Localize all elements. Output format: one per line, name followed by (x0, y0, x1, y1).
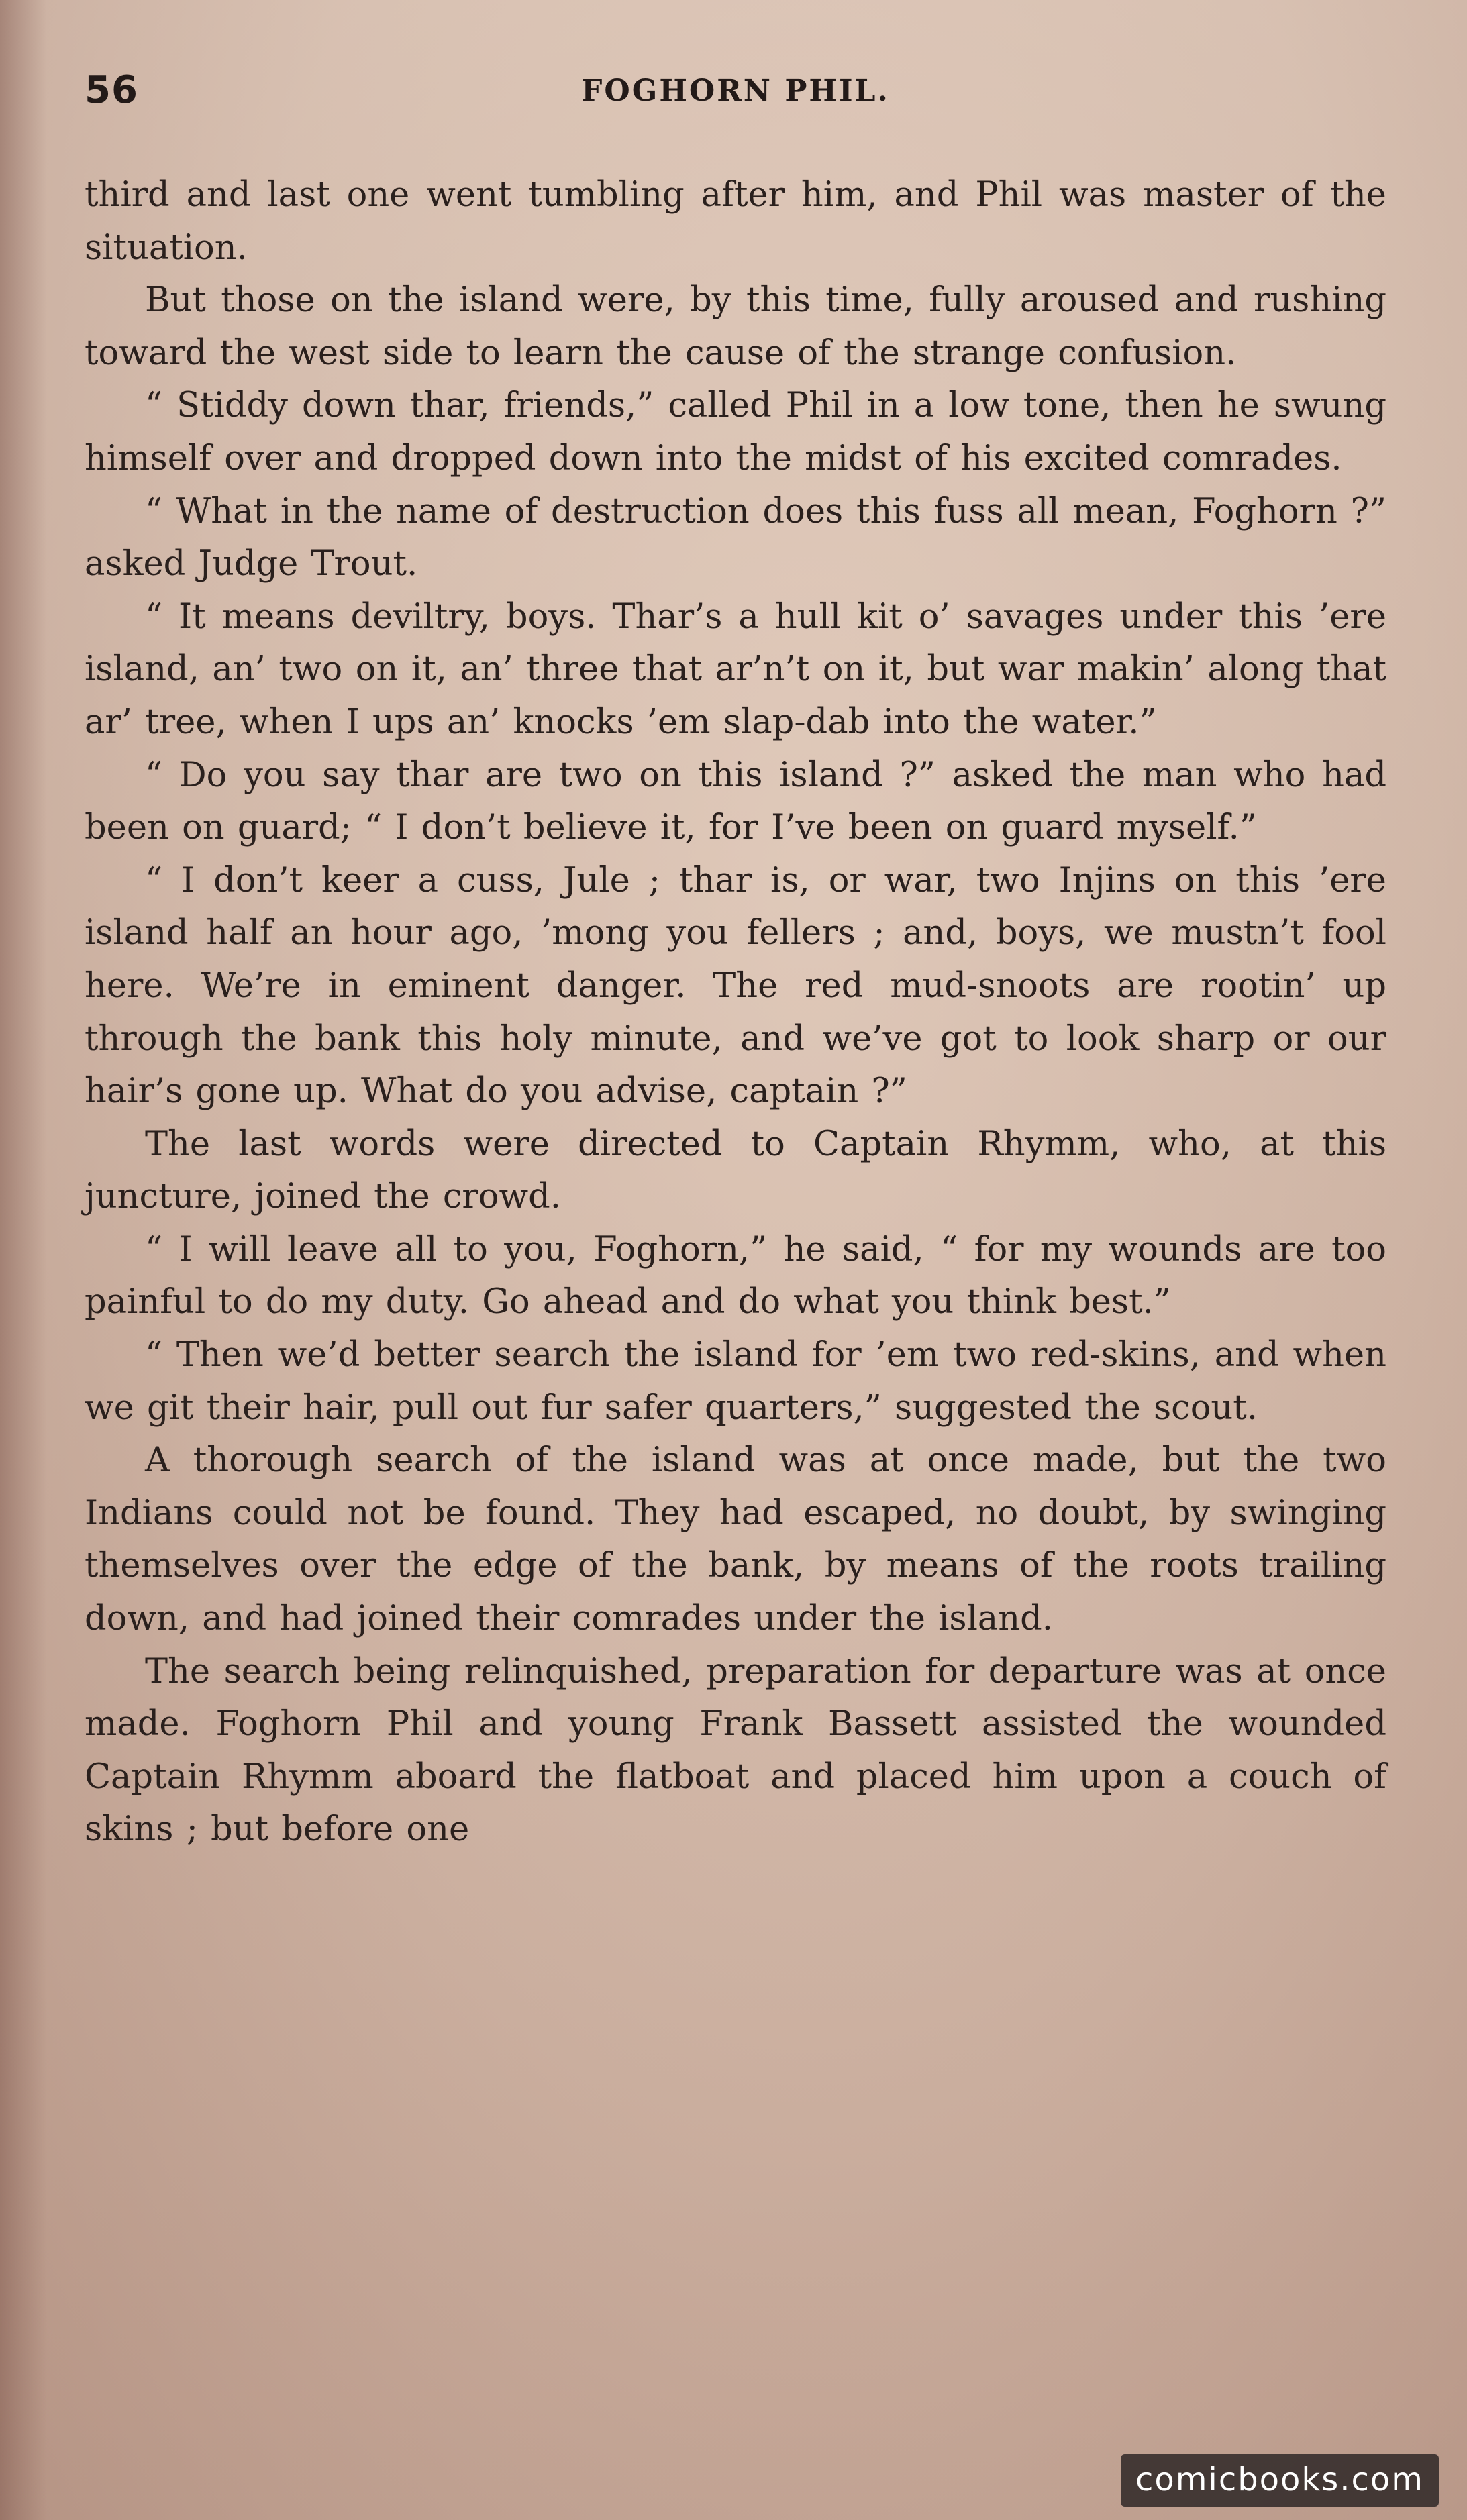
paragraph: The last words were directed to Captain Rhymm, who, at this juncture, joined the crowd. (85, 1124, 1386, 1217)
paragraph: “ What in the name of destruction does this fuss all mean, Foghorn ?” asked Judge Trout. (85, 491, 1386, 584)
paragraph: “ I don’t keer a cuss, Jule ; thar is, or war, two Injins on this ’ere island half an hour ago, ’mong you fellers ; and, boys, we mustn’t fool here. We’re in eminent danger. The red mud-snoots are rootin’ up through the bank this holy minute, and we’ve got to look sharp or our hair’s gone up. What do you advise, captain ?” (85, 860, 1386, 1112)
paragraph: “ Then we’d better search the island for ’em two red-skins, and when we git their hair, pull out fur safer quarters,” suggested the scout. (85, 1335, 1386, 1428)
page-number: 56 (85, 68, 138, 112)
paragraph: But those on the island were, by this time, fully aroused and rushing toward the west side to learn the cause of the strange confusion. (85, 280, 1386, 373)
site-watermark: comicbooks.com (1121, 2454, 1439, 2507)
paragraph: third and last one went tumbling after him, and Phil was master of the situation. (85, 175, 1386, 268)
paragraph: “ I will leave all to you, Foghorn,” he said, “ for my wounds are too painful to do my duty. Go ahead and do what you think best.” (85, 1229, 1386, 1322)
paragraph: “ It means deviltry, boys. Thar’s a hull kit o’ savages under this ’ere island, an’ two on it, an’ three that ar’n’t on it, but war makin’ along that ar’ tree, when I ups an’ knocks ’em slap-dab into the water.” (85, 596, 1386, 742)
paragraph: “ Do you say thar are two on this island ?” asked the man who had been on guard; “ I don’t believe it, for I’ve been on guard myself.” (85, 755, 1386, 848)
paragraph: A thorough search of the island was at once made, but the two Indians could not be found. They had escaped, no doubt, by swinging themselves over the edge of the bank, by means of the roots trailing down, and had joined their comrades under the island. (85, 1440, 1386, 1639)
paragraph: “ Stiddy down thar, friends,” called Phil in a low tone, then he swung himself over and dropped down into the midst of his excited comrades. (85, 386, 1386, 478)
gutter-shadow (0, 0, 47, 2520)
running-head: FOGHORN PHIL. (581, 74, 890, 108)
page-header (85, 68, 1386, 122)
paragraph: The search being relinquished, preparation for departure was at once made. Foghorn Phil and young Frank Bassett assisted the wounded Captain Rhymm aboard the flatboat and placed him upon a couch of skins ; but before one (85, 1651, 1386, 1850)
body-text (85, 169, 1386, 1856)
